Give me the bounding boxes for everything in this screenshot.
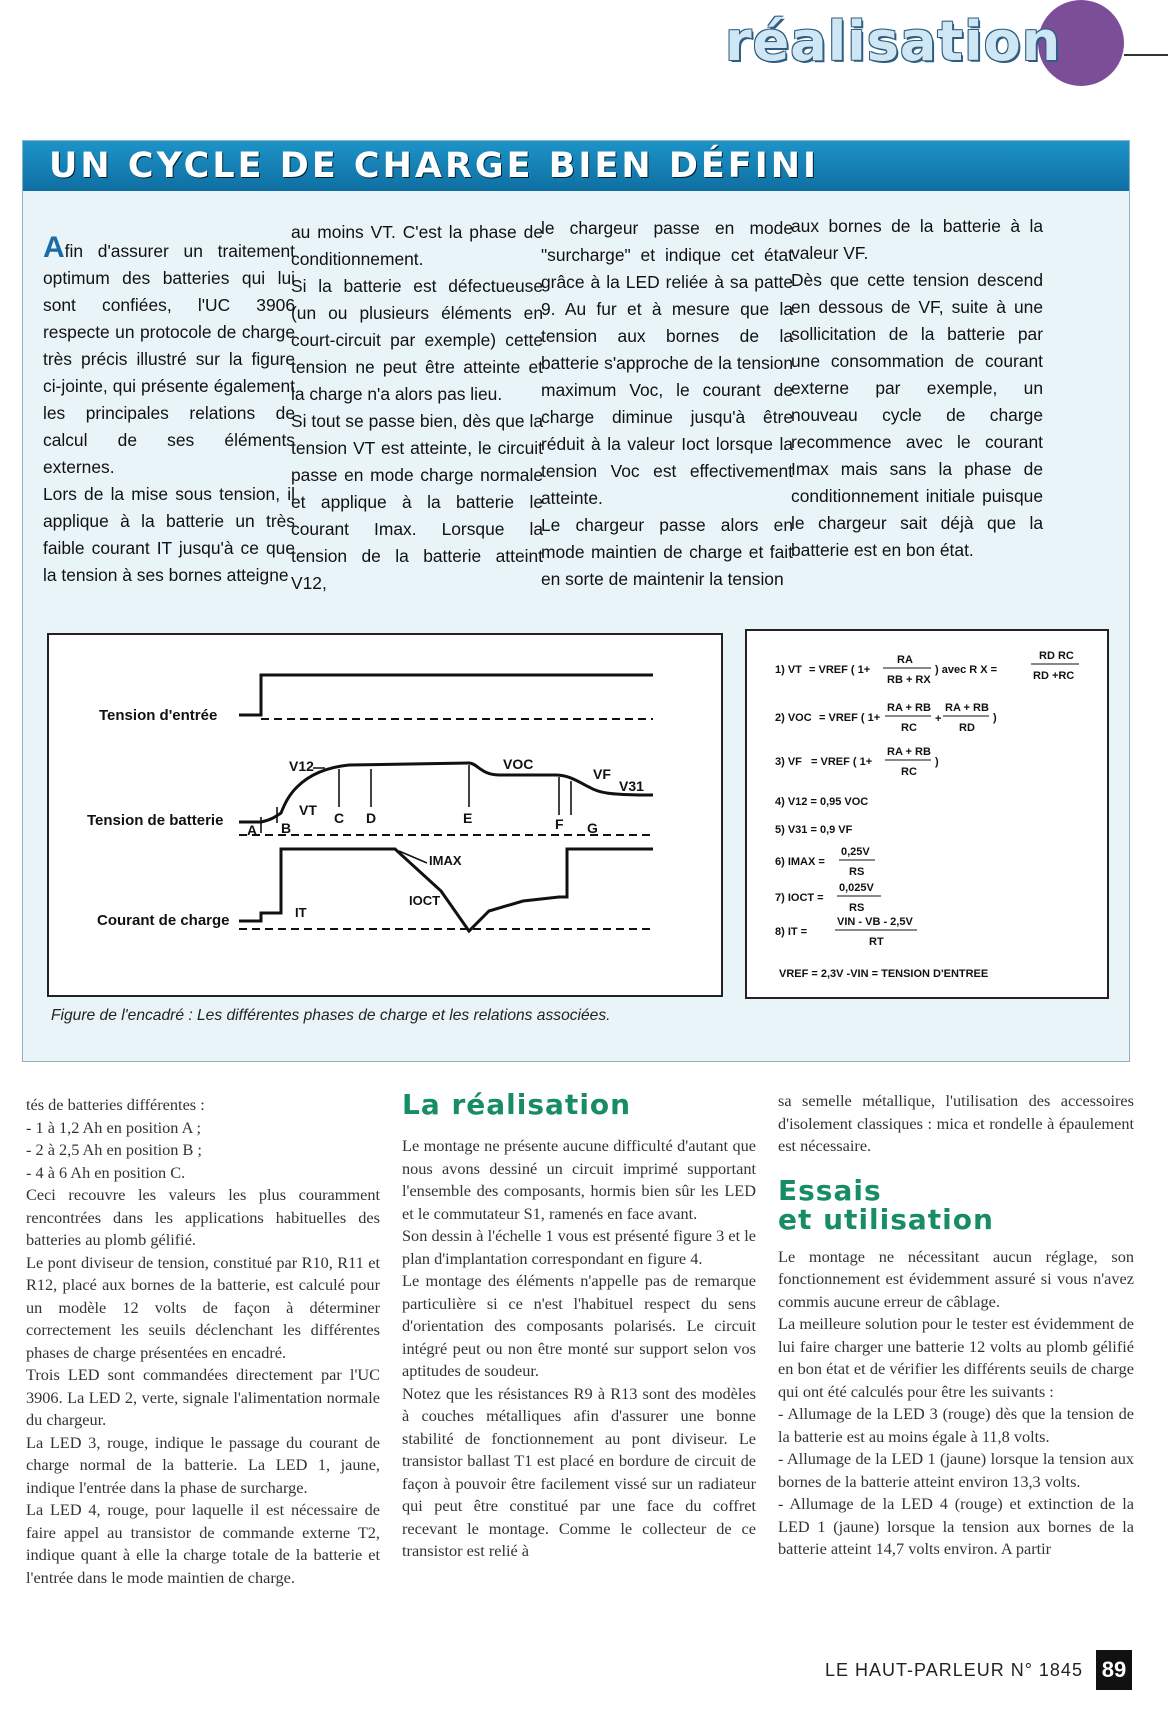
- box-column-1: [43, 231, 295, 589]
- formula-2-eq: = VREF ( 1+: [819, 712, 881, 724]
- formula-7-label: 7) IOCT =: [775, 892, 824, 904]
- box-column-2: [291, 219, 543, 597]
- article-paragraph: - 2 à 2,5 Ah en position B ;: [26, 1140, 202, 1159]
- point-label: E: [463, 810, 473, 826]
- formula-6-num: 0,25V: [841, 846, 870, 858]
- formula-2-den: RC: [901, 722, 917, 734]
- point-label: F: [555, 816, 564, 832]
- publication-name: LE HAUT-PARLEUR N° 1845: [825, 1660, 1083, 1680]
- formula-7-den: RS: [849, 902, 865, 914]
- formula-1-den2: RD +RC: [1033, 670, 1075, 682]
- article-paragraph: - Allumage de la LED 4 (rouge) et extinction de la LED 1 (jaune) lorsque la tension aux bornes de la batterie atteint 14,7 volts environ. A partir: [778, 1494, 1134, 1558]
- section-rubric: réalisation: [725, 10, 1062, 73]
- figure-caption: Figure de l'encadré : Les différentes phases de charge et les relations associées.: [51, 1007, 611, 1024]
- box-paragraph: Lors de la mise sous tension, il applique à la batterie un très faible courant IT jusqu'à ce que la tension à ses bornes atteigne: [43, 484, 295, 585]
- article-paragraph: - 1 à 1,2 Ah en position A ;: [26, 1117, 202, 1137]
- tag-imax: IMAX: [429, 853, 462, 868]
- article-column-1: [26, 1094, 380, 1589]
- formula-1-num: RA: [897, 654, 913, 666]
- box-paragraph: Le chargeur passe alors en mode maintien de charge et fait en sorte de maintenir la tension: [541, 515, 793, 589]
- formula-2-close: ): [993, 712, 997, 724]
- formula-2-plus: +: [935, 713, 942, 725]
- formula-8-label: 8) IT =: [775, 926, 808, 938]
- article-paragraph: La LED 3, rouge, indique le passage du courant de charge normal de la batterie. La LED 1, jaune, indique l'entrée dans la phase de surcharge.: [26, 1432, 380, 1497]
- article-paragraph: Le montage ne nécessitant aucun réglage, son fonctionnement est évidemment assuré si vous n'avez commis aucune erreur de câblage.: [778, 1246, 1134, 1311]
- box-paragraph: Dès que cette tension descend en dessous de VF, suite à une sollicitation de la batterie par une consommation de courant externe par exemple, un nouveau cycle de charge recommence avec le courant Imax mais sans la phase de conditionnement initiale puisque le chargeur sait déjà que la batterie est en bon état.: [791, 270, 1043, 560]
- formula-1-label: 1) VT: [775, 664, 802, 676]
- box-column-4: [791, 213, 1043, 564]
- point-label: G: [587, 820, 598, 836]
- box-column-3: [541, 215, 793, 593]
- formula-2-den2: RD: [959, 722, 975, 734]
- tag-voc: VOC: [503, 756, 534, 772]
- formula-3-eq: = VREF ( 1+: [811, 756, 873, 768]
- article-paragraph: Ceci recouvre les valeurs les plus couramment rencontrées dans les applications habituelles des batteries au plomb gélifié.: [26, 1185, 380, 1249]
- formula-1-num2: RD RC: [1039, 650, 1074, 662]
- article-column-2: [402, 1090, 756, 1563]
- formula-7-num: 0,025V: [839, 882, 874, 894]
- article-paragraph: La LED 4, rouge, pour laquelle il est nécessaire de faire appel au transistor de commande externe T2, indique quant à elle la charge totale de la batterie et l'entrée dans le mode maintien de charge.: [26, 1500, 380, 1587]
- box-paragraph: Si la batterie est défectueuse (un ou plusieurs éléments en court-circuit par exemple) cette tension ne peut être atteinte et la charge n'a alors pas lieu.: [291, 276, 543, 404]
- article-paragraph: La meilleure solution pour le tester est évidemment de lui faire charger une batterie 12 volts au plomb gélifié en bon état et de vérifier les différents seuils de charge qui ont été calculés pour être les suivants :: [778, 1314, 1134, 1401]
- article-column-3: [778, 1090, 1134, 1561]
- drop-cap: A: [43, 231, 65, 264]
- formula-2-label: 2) VOC: [775, 712, 812, 724]
- tag-it: IT: [295, 905, 307, 920]
- tag-ioct: IOCT: [409, 893, 441, 908]
- formula-3-den: RC: [901, 766, 917, 778]
- tag-v12: V12: [289, 758, 314, 774]
- article-paragraph: Le pont diviseur de tension, constitué par R10, R11 et R12, placé aux bornes de la batterie, est calculé pour un modèle 12 volts de façon à déterminer correctement les seuils déclenchant les différentes phases de charge présentées en encadré.: [26, 1252, 380, 1362]
- formula-5: 5) V31 = 0,9 VF: [775, 824, 853, 836]
- header-rule: [1124, 54, 1168, 56]
- box-paragraph: aux bornes de la batterie à la valeur VF.: [791, 216, 1043, 263]
- formula-8-num: VIN - VB - 2,5V: [837, 916, 913, 928]
- point-label: C: [334, 810, 345, 826]
- section-heading-utilisation: et utilisation: [778, 1202, 994, 1236]
- article-paragraph: - 4 à 6 Ah en position C.: [26, 1162, 186, 1182]
- box-title: UN CYCLE DE CHARGE BIEN DÉFINI: [23, 141, 1129, 191]
- formula-vref: VREF = 2,3V -VIN = TENSION D'ENTREE: [779, 968, 989, 980]
- point-label: B: [281, 820, 292, 836]
- formula-4: 4) V12 = 0,95 VOC: [775, 796, 869, 808]
- formula-1-eq: = VREF ( 1+: [809, 664, 871, 676]
- tag-v31: V31: [619, 778, 644, 794]
- box-paragraph: Afin d'assurer un traitement optimum des batteries qui lui sont confiées, l'UC 3906 respecte un protocole de charge très précis illustré sur la figure ci-jointe, qui présente également les principales relations de calcul de ses éléments externes.: [43, 231, 295, 477]
- formula-8-den: RT: [869, 936, 884, 948]
- article-paragraph: Trois LED sont commandées directement par l'UC 3906. La LED 2, verte, signale l'alimentation normale du chargeur.: [26, 1365, 380, 1429]
- formula-2-num2: RA + RB: [945, 702, 989, 714]
- box-paragraph: au moins VT. C'est la phase de conditionnement.: [291, 222, 543, 269]
- formula-3-close: ): [935, 756, 939, 768]
- formula-3-label: 3) VF: [775, 756, 802, 768]
- point-label: A: [247, 822, 258, 838]
- point-label: D: [366, 810, 377, 826]
- label-battery-voltage: Tension de batterie: [87, 812, 224, 829]
- section-heading-essais: Essais: [778, 1173, 882, 1207]
- formula-6-label: 6) IMAX =: [775, 856, 825, 868]
- box-paragraph: le chargeur passe en mode "surcharge" et indique cet état grâce à la LED reliée à sa patte 9. Au fur et à mesure que la tension aux bornes de la batterie s'approche de la tension maximum Voc, le courant de charge diminue jusqu'à être réduit à la valeur Ioct lorsque la tension Voc est effectivement atteinte.: [541, 218, 793, 508]
- article-paragraph: tés de batteries différentes :: [26, 1095, 205, 1114]
- charge-cycle-svg: [49, 635, 721, 995]
- tag-vf: VF: [593, 766, 611, 782]
- label-charge-current: Courant de charge: [97, 912, 230, 929]
- article-paragraph: Le montage des éléments n'appelle pas de remarque particulière si ce n'est l'habituel respect du sens d'orientation des composants polarisés. Le circuit intégré peut ou non être monté sur support selon vos aptitudes de soudeur.: [402, 1271, 756, 1380]
- formula-3-num: RA + RB: [887, 746, 931, 758]
- article-paragraph: - Allumage de la LED 3 (rouge) dès que la tension de la batterie est au moins égale à 11,8 volts.: [778, 1404, 1134, 1446]
- sidebar-box: [22, 140, 1130, 1062]
- formula-6-den: RS: [849, 866, 865, 878]
- page-number: 89: [1096, 1650, 1132, 1690]
- article-paragraph: - Allumage de la LED 1 (jaune) lorsque la tension aux bornes de la batterie atteint environ 13,3 volts.: [778, 1449, 1134, 1491]
- section-heading-realisation: La réalisation: [402, 1088, 632, 1121]
- charge-cycle-diagram: [47, 633, 723, 997]
- article-paragraph: sa semelle métallique, l'utilisation des accessoires d'isolement classiques : mica et rondelle à épaulement est nécessaire.: [778, 1091, 1134, 1155]
- formula-2-num: RA + RB: [887, 702, 931, 714]
- article-paragraph: Notez que les résistances R9 à R13 sont des modèles à couches métalliques afin d'assurer une bonne stabilité de fonctionnement au pont diviseur. Le transistor ballast T1 est placé en bordure de circuit de façon à pouvoir être facilement vissé sur un radiateur qui peut être constitué par une face du coffret recevant le montage. Comme le collecteur de ce transistor est relié à: [402, 1383, 756, 1560]
- formula-panel: [745, 629, 1109, 999]
- box-paragraph: Si tout se passe bien, dès que la tension VT est atteinte, le circuit passe en mode charge normale et applique à la batterie le courant Imax. Lorsque la tension de la batterie atteint V12,: [291, 411, 543, 593]
- formula-1-den: RB + RX: [887, 674, 931, 686]
- tag-vt: VT: [299, 802, 317, 818]
- input-voltage-trace: [239, 675, 653, 715]
- article-paragraph: Le montage ne présente aucune difficulté d'autant que nous avons dessiné un circuit imprimé supportant l'ensemble des composants, hormis bien sûr les LED et le commutateur S1, ramenés en face avant.: [402, 1136, 756, 1223]
- formula-1-close: ) avec R X =: [935, 664, 998, 676]
- formula-svg: [747, 631, 1107, 997]
- article-paragraph: Son dessin à l'échelle 1 vous est présenté figure 3 et le plan d'implantation correspondant en figure 4.: [402, 1226, 756, 1268]
- label-input-voltage: Tension d'entrée: [99, 707, 218, 724]
